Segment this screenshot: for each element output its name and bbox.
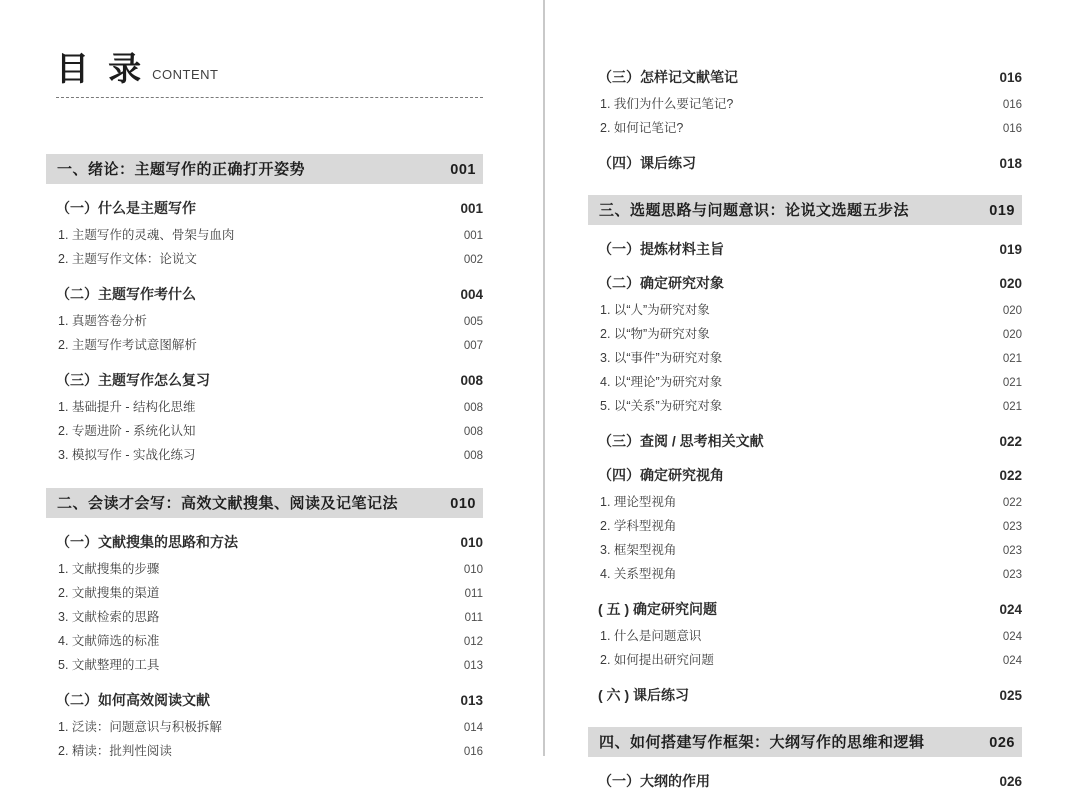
toc-entry-page-number: 025 <box>999 688 1022 703</box>
toc-chapter-row <box>588 195 1022 225</box>
toc-entry-page-number: 008 <box>463 426 483 438</box>
toc-entries-right <box>598 66 1022 793</box>
toc-entry-page-number: 004 <box>460 287 483 302</box>
column-divider <box>543 0 545 756</box>
toc-entry-label: 3. 模拟写作 - 实战化练习 <box>58 448 196 462</box>
toc-entry-label: 4. 文献筛选的标准 <box>58 634 160 648</box>
toc-entry-label: 5. 以“关系”为研究对象 <box>600 399 723 413</box>
page-title <box>56 52 483 98</box>
toc-entry-label: 3. 文献检索的思路 <box>58 610 160 624</box>
toc-entry-label: （四）课后练习 <box>598 155 696 171</box>
toc-entry-label: 2. 以“物”为研究对象 <box>600 327 710 341</box>
toc-entry-page-number: 001 <box>463 230 483 242</box>
toc-entry-label: ( 五 ) 确定研究问题 <box>598 601 717 617</box>
toc-entry-page-number: 019 <box>999 242 1022 257</box>
toc-entry-label: 2. 主题写作文体：论说文 <box>58 252 197 266</box>
toc-section-row <box>598 238 1022 261</box>
toc-entry-label: （三）查阅 / 思考相关文献 <box>598 433 764 449</box>
toc-section-row <box>598 598 1022 621</box>
toc-entry-page-number: 008 <box>463 402 483 414</box>
toc-section-row <box>56 689 483 712</box>
toc-item-row <box>598 299 1022 323</box>
toc-entry-label: （二）如何高效阅读文献 <box>56 692 210 708</box>
toc-entry-label: 1. 基础提升 - 结构化思维 <box>58 400 196 414</box>
toc-item-row <box>56 334 483 358</box>
toc-entry-label: 4. 关系型视角 <box>600 567 677 581</box>
toc-item-row <box>56 716 483 740</box>
toc-item-row <box>598 491 1022 515</box>
toc-entry-page-number: 021 <box>1002 377 1022 389</box>
toc-entry-label: 1. 真题答卷分析 <box>58 314 147 328</box>
toc-item-row <box>56 224 483 248</box>
toc-entry-page-number: 008 <box>460 373 483 388</box>
toc-entry-label: 1. 泛读：问题意识与积极拆解 <box>58 720 222 734</box>
toc-item-row <box>598 515 1022 539</box>
toc-entry-label: 1. 文献搜集的步骤 <box>58 562 160 576</box>
toc-item-row <box>56 558 483 582</box>
toc-entry-page-number: 021 <box>1002 401 1022 413</box>
toc-entry-page-number: 001 <box>450 162 476 178</box>
toc-section-row <box>598 272 1022 295</box>
toc-entry-page-number: 020 <box>1002 329 1022 341</box>
toc-section-row <box>56 531 483 554</box>
toc-section-row <box>598 152 1022 175</box>
toc-entry-label: （一）文献搜集的思路和方法 <box>56 534 238 550</box>
toc-entry-label: 4. 以“理论”为研究对象 <box>600 375 723 389</box>
toc-entry-page-number: 005 <box>463 316 483 328</box>
toc-entry-label: ( 六 ) 课后练习 <box>598 687 689 703</box>
toc-entry-page-number: 013 <box>460 693 483 708</box>
toc-entry-label: 三、选题思路与问题意识：论说文选题五步法 <box>599 202 910 219</box>
toc-entry-label: 3. 框架型视角 <box>600 543 677 557</box>
toc-entry-page-number: 010 <box>450 496 476 512</box>
toc-entry-page-number: 008 <box>463 450 483 462</box>
toc-item-row <box>598 117 1022 141</box>
toc-item-row <box>598 323 1022 347</box>
toc-entry-page-number: 011 <box>464 612 483 624</box>
toc-section-row <box>598 770 1022 793</box>
toc-entry-label: 一、绪论：主题写作的正确打开姿势 <box>57 161 306 178</box>
toc-entries-left <box>56 154 483 764</box>
toc-entry-page-number: 022 <box>999 434 1022 449</box>
toc-item-row <box>598 371 1022 395</box>
toc-entry-page-number: 020 <box>1002 305 1022 317</box>
toc-item-row <box>56 444 483 468</box>
toc-entry-page-number: 010 <box>463 564 483 576</box>
toc-entry-page-number: 024 <box>1002 655 1022 667</box>
toc-entry-label: 二、会读才会写：高效文献搜集、阅读及记笔记法 <box>57 495 399 512</box>
toc-item-row <box>598 347 1022 371</box>
toc-entry-page-number: 022 <box>1002 497 1022 509</box>
toc-entry-page-number: 018 <box>999 156 1022 171</box>
toc-entry-label: 1. 什么是问题意识 <box>600 629 702 643</box>
toc-item-row <box>598 93 1022 117</box>
toc-entry-page-number: 023 <box>1002 521 1022 533</box>
toc-entry-page-number: 021 <box>1002 353 1022 365</box>
toc-entry-label: 四、如何搭建写作框架：大纲写作的思维和逻辑 <box>599 734 925 751</box>
toc-entry-page-number: 012 <box>463 636 483 648</box>
toc-entry-label: （四）确定研究视角 <box>598 467 724 483</box>
toc-entry-label: 2. 主题写作考试意图解析 <box>58 338 197 352</box>
toc-item-row <box>598 563 1022 587</box>
toc-item-row <box>56 654 483 678</box>
toc-item-row <box>56 582 483 606</box>
toc-entry-label: 2. 学科型视角 <box>600 519 677 533</box>
toc-entry-label: 5. 文献整理的工具 <box>58 658 160 672</box>
toc-entry-page-number: 007 <box>463 340 483 352</box>
toc-entry-page-number: 010 <box>460 535 483 550</box>
toc-section-row <box>598 464 1022 487</box>
toc-section-row <box>56 283 483 306</box>
toc-entry-page-number: 026 <box>999 774 1022 789</box>
toc-item-row <box>56 630 483 654</box>
toc-section-row <box>598 66 1022 89</box>
toc-item-row <box>598 649 1022 673</box>
toc-entry-label: 3. 以“事件”为研究对象 <box>600 351 723 365</box>
toc-entry-page-number: 023 <box>1002 545 1022 557</box>
toc-entry-label: （三）怎样记文献笔记 <box>598 69 738 85</box>
toc-entry-label: （三）主题写作怎么复习 <box>56 372 210 388</box>
toc-entry-label: 2. 专题进阶 - 系统化认知 <box>58 424 196 438</box>
toc-chapter-row <box>46 154 483 184</box>
toc-entry-label: （一）提炼材料主旨 <box>598 241 724 257</box>
toc-entry-page-number: 020 <box>999 276 1022 291</box>
toc-item-row <box>56 740 483 764</box>
toc-entry-page-number: 024 <box>999 602 1022 617</box>
toc-right-column <box>598 55 1022 797</box>
toc-entry-page-number: 016 <box>463 746 483 758</box>
toc-section-row <box>56 197 483 220</box>
toc-item-row <box>56 606 483 630</box>
toc-item-row <box>56 396 483 420</box>
toc-entry-page-number: 016 <box>1002 123 1022 135</box>
toc-chapter-row <box>46 488 483 518</box>
toc-section-row <box>598 430 1022 453</box>
toc-entry-page-number: 014 <box>463 722 483 734</box>
toc-entry-page-number: 002 <box>463 254 483 266</box>
toc-item-row <box>598 625 1022 649</box>
toc-entry-label: 2. 如何记笔记? <box>600 121 684 135</box>
toc-item-row <box>56 248 483 272</box>
toc-entry-page-number: 013 <box>463 660 483 672</box>
toc-item-row <box>598 539 1022 563</box>
toc-entry-label: （一）什么是主题写作 <box>56 200 196 216</box>
toc-entry-label: 1. 我们为什么要记笔记? <box>600 97 734 111</box>
page-title-en: CONTENT <box>152 67 219 82</box>
toc-entry-page-number: 001 <box>460 201 483 216</box>
toc-item-row <box>56 310 483 334</box>
toc-entry-page-number: 026 <box>989 735 1015 751</box>
toc-entry-label: 2. 精读：批判性阅读 <box>58 744 172 758</box>
toc-item-row <box>598 395 1022 419</box>
toc-chapter-row <box>588 727 1022 757</box>
toc-entry-page-number: 022 <box>999 468 1022 483</box>
toc-entry-page-number: 019 <box>989 203 1015 219</box>
toc-entry-label: （二）确定研究对象 <box>598 275 724 291</box>
page-title-cn: 目 录 <box>56 50 147 87</box>
toc-section-row <box>56 369 483 392</box>
toc-left-column <box>56 52 483 764</box>
toc-item-row <box>56 420 483 444</box>
toc-entry-label: 2. 如何提出研究问题 <box>600 653 714 667</box>
toc-entry-label: 2. 文献搜集的渠道 <box>58 586 160 600</box>
toc-entry-page-number: 024 <box>1002 631 1022 643</box>
toc-entry-page-number: 016 <box>1002 99 1022 111</box>
toc-entry-label: 1. 理论型视角 <box>600 495 677 509</box>
toc-entry-page-number: 023 <box>1002 569 1022 581</box>
toc-entry-page-number: 016 <box>999 70 1022 85</box>
toc-entry-label: 1. 以“人”为研究对象 <box>600 303 710 317</box>
toc-entry-label: 1. 主题写作的灵魂、骨架与血肉 <box>58 228 235 242</box>
toc-entry-label: （一）大纲的作用 <box>598 773 710 789</box>
toc-section-row <box>598 684 1022 707</box>
toc-entry-page-number: 011 <box>464 588 483 600</box>
toc-entry-label: （二）主题写作考什么 <box>56 286 196 302</box>
